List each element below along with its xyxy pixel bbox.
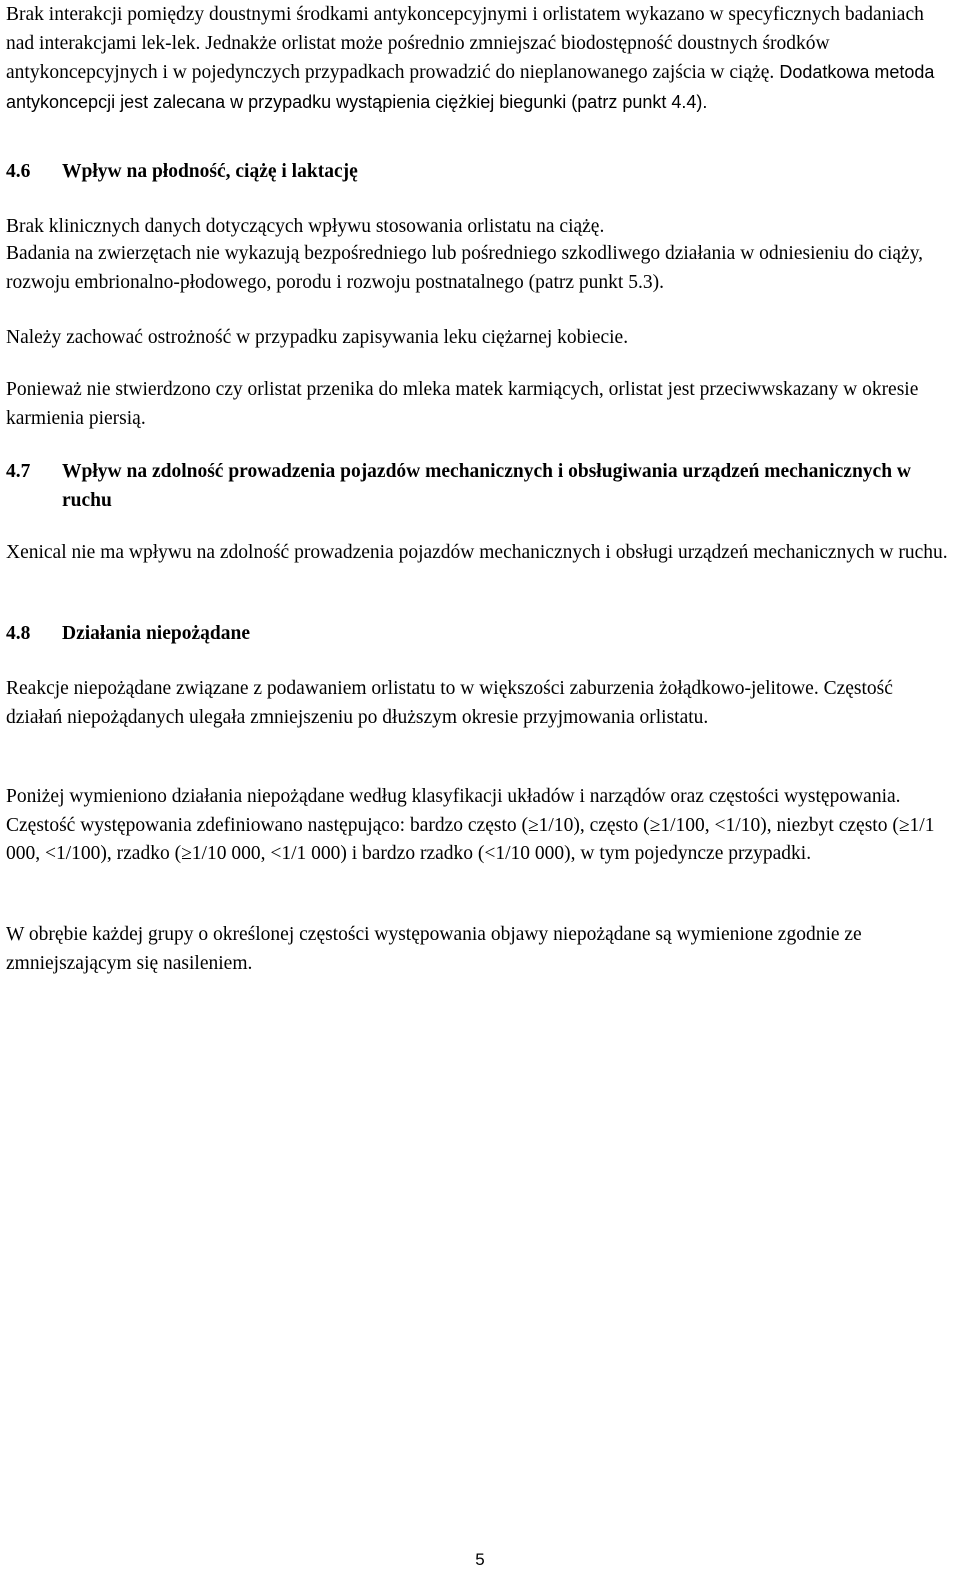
section-4-8-paragraph-2: Poniżej wymieniono działania niepożądane według klasyfikacji układów i narządów oraz częstości występowania. Częstość występowania zdefiniowano następująco: bardzo często (≥1/10), często (≥1/100, <1/10), niezbyt często (≥1/1 000, <1/100), rzadko (≥1/10 000, <1/1 000) i bardzo rzadko (<1/10 000), w tym pojedyncze przypadki.	[6, 786, 935, 864]
section-title: Wpływ na zdolność prowadzenia pojazdów mechanicznych i obsługiwania urządzeń mechanicznych w ruchu	[62, 461, 912, 511]
page-number: 5	[475, 1550, 485, 1569]
section-4-7-heading	[6, 458, 950, 515]
section-title: Wpływ na płodność, ciążę i laktację	[62, 161, 358, 182]
section-4-7-paragraph-1: Xenical nie ma wpływu na zdolność prowadzenia pojazdów mechanicznych i obsługi urządzeń mechanicznych w ruchu.	[6, 542, 948, 563]
section-4-6-paragraph-4: Ponieważ nie stwierdzono czy orlistat przenika do mleka matek karmiących, orlistat jest przeciwwskazany w okresie karmienia piersią.	[6, 379, 919, 429]
section-number: 4.6	[6, 161, 31, 182]
section-4-6-heading	[6, 158, 950, 187]
section-title: Działania niepożądane	[62, 623, 250, 644]
section-4-6-paragraph-3: Należy zachować ostrożność w przypadku zapisywania leku ciężarnej kobiecie.	[6, 327, 629, 348]
section-4-6-paragraph-2: Badania na zwierzętach nie wykazują bezpośredniego lub pośredniego szkodliwego działania w odniesieniu do ciąży, rozwoju embrionalno-płodowego, porodu i rozwoju postnatalnego (patrz punkt 5.3).	[6, 243, 924, 293]
intro-text: Brak interakcji pomiędzy doustnymi środkami antykoncepcyjnymi i orlistatem wykazano w specyficznych badaniach nad interakcjami lek-lek. Jednakże orlistat może pośrednio zmniejszać biodostępność doustnych środków antykoncepcyjnych i w pojedynczych przypadkach prowadzić do nieplanowanego zajścia w ciążę.	[6, 4, 924, 83]
section-4-6-paragraph-1: Brak klinicznych danych dotyczących wpływu stosowania orlistatu na ciążę.	[6, 216, 605, 237]
section-4-8-paragraph-3: W obrębie każdej grupy o określonej częstości występowania objawy niepożądane są wymienione zgodnie ze zmniejszającym się nasileniem.	[6, 924, 862, 974]
section-number: 4.8	[6, 623, 31, 644]
section-number: 4.7	[6, 461, 31, 482]
intro-paragraph	[6, 1, 950, 117]
section-4-8-paragraph-1: Reakcje niepożądane związane z podawaniem orlistatu to w większości zaburzenia żołądkowo-jelitowe. Częstość działań niepożądanych ulegała zmniejszeniu po dłuższym okresie przyjmowania orlistatu.	[6, 678, 893, 728]
section-4-8-heading	[6, 620, 950, 649]
intro-note: Dodatkowa metoda antykoncepcji jest zalecana w przypadku wystąpienia ciężkiej biegunki (patrz punkt 4.4).	[6, 62, 935, 112]
